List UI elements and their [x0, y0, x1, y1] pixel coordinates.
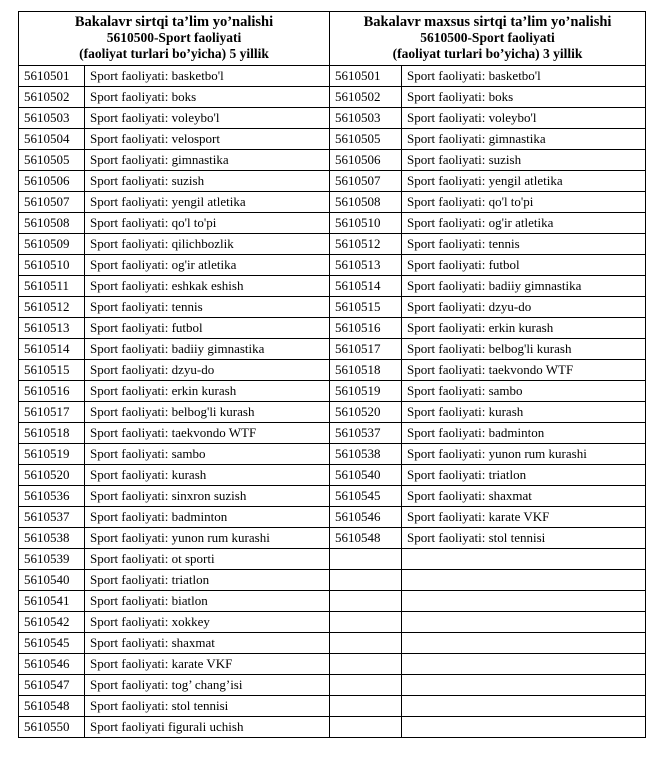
- right-code-cell: [330, 675, 402, 696]
- left-name-cell: Sport faoliyati: karate VKF: [85, 654, 330, 675]
- right-code-cell: 5610502: [330, 87, 402, 108]
- right-code-cell: 5610519: [330, 381, 402, 402]
- left-code-cell: 5610542: [19, 612, 85, 633]
- left-code-cell: 5610536: [19, 486, 85, 507]
- right-name-cell: [402, 654, 646, 675]
- table-row: [19, 654, 646, 675]
- left-name-cell: Sport faoliyati: gimnastika: [85, 150, 330, 171]
- table-row: [19, 213, 646, 234]
- left-code-cell: 5610550: [19, 717, 85, 738]
- right-name-cell: Sport faoliyati: stol tennisi: [402, 528, 646, 549]
- right-name-cell: Sport faoliyati: badiiy gimnastika: [402, 276, 646, 297]
- left-code-cell: 5610515: [19, 360, 85, 381]
- right-name-cell: Sport faoliyati: karate VKF: [402, 507, 646, 528]
- left-code-cell: 5610511: [19, 276, 85, 297]
- right-name-cell: Sport faoliyati: triatlon: [402, 465, 646, 486]
- right-name-cell: [402, 612, 646, 633]
- left-code-cell: 5610507: [19, 192, 85, 213]
- left-name-cell: Sport faoliyati: taekvondo WTF: [85, 423, 330, 444]
- header-row: [19, 12, 646, 66]
- table-row: [19, 171, 646, 192]
- right-name-cell: Sport faoliyati: kurash: [402, 402, 646, 423]
- table-row: [19, 423, 646, 444]
- right-code-cell: 5610545: [330, 486, 402, 507]
- table-row: [19, 129, 646, 150]
- right-name-cell: Sport faoliyati: tennis: [402, 234, 646, 255]
- table-row: [19, 717, 646, 738]
- right-code-cell: 5610520: [330, 402, 402, 423]
- left-name-cell: Sport faoliyati: qo'l to'pi: [85, 213, 330, 234]
- table-row: [19, 633, 646, 654]
- right-code-cell: 5610514: [330, 276, 402, 297]
- right-subtitle: (faoliyat turlari bo’yicha) 3 yillik: [392, 46, 583, 61]
- right-code-cell: 5610508: [330, 192, 402, 213]
- left-header: [19, 12, 330, 66]
- left-name-cell: Sport faoliyati: yengil atletika: [85, 192, 330, 213]
- right-name-cell: Sport faoliyati: yengil atletika: [402, 171, 646, 192]
- left-name-cell: Sport faoliyati: triatlon: [85, 570, 330, 591]
- table-row: [19, 528, 646, 549]
- right-name-cell: Sport faoliyati: dzyu-do: [402, 297, 646, 318]
- right-code-cell: 5610540: [330, 465, 402, 486]
- left-name-cell: Sport faoliyati: dzyu-do: [85, 360, 330, 381]
- right-code-cell: [330, 612, 402, 633]
- left-code-cell: 5610538: [19, 528, 85, 549]
- table-row: [19, 612, 646, 633]
- right-code-cell: 5610501: [330, 66, 402, 87]
- left-name-cell: Sport faoliyati: biatlon: [85, 591, 330, 612]
- right-code-cell: 5610515: [330, 297, 402, 318]
- right-code-cell: [330, 654, 402, 675]
- left-name-cell: Sport faoliyati: xokkey: [85, 612, 330, 633]
- table-row: [19, 234, 646, 255]
- right-code-cell: [330, 591, 402, 612]
- right-name-cell: Sport faoliyati: yunon rum kurashi: [402, 444, 646, 465]
- right-name-cell: Sport faoliyati: suzish: [402, 150, 646, 171]
- right-code-line: 5610500-Sport faoliyati: [420, 30, 555, 45]
- right-code-cell: [330, 717, 402, 738]
- left-name-cell: Sport faoliyati: stol tennisi: [85, 696, 330, 717]
- left-code-cell: 5610539: [19, 549, 85, 570]
- left-name-cell: Sport faoliyati: ot sporti: [85, 549, 330, 570]
- table-row: [19, 339, 646, 360]
- left-name-cell: Sport faoliyati: og'ir atletika: [85, 255, 330, 276]
- table-row: [19, 549, 646, 570]
- left-code-cell: 5610502: [19, 87, 85, 108]
- left-name-cell: Sport faoliyati: eshkak eshish: [85, 276, 330, 297]
- left-title: Bakalavr sirtqi ta’lim yo’nalishi: [74, 14, 274, 30]
- left-name-cell: Sport faoliyati: kurash: [85, 465, 330, 486]
- left-name-cell: Sport faoliyati: shaxmat: [85, 633, 330, 654]
- left-name-cell: Sport faoliyati: velosport: [85, 129, 330, 150]
- table-row: [19, 465, 646, 486]
- table-row: [19, 402, 646, 423]
- table-row: [19, 108, 646, 129]
- left-code-cell: 5610546: [19, 654, 85, 675]
- left-code-cell: 5610514: [19, 339, 85, 360]
- right-code-cell: 5610516: [330, 318, 402, 339]
- left-name-cell: Sport faoliyati: qilichbozlik: [85, 234, 330, 255]
- table-row: [19, 87, 646, 108]
- table-row: [19, 66, 646, 87]
- table-row: [19, 444, 646, 465]
- left-code-line: 5610500-Sport faoliyati: [106, 30, 242, 45]
- right-title: Bakalavr maxsus sirtqi ta’lim yo’nalishi: [363, 14, 612, 30]
- left-code-cell: 5610503: [19, 108, 85, 129]
- right-name-cell: [402, 696, 646, 717]
- left-code-cell: 5610510: [19, 255, 85, 276]
- left-code-cell: 5610501: [19, 66, 85, 87]
- left-subtitle: (faoliyat turlari bo’yicha) 5 yillik: [79, 46, 269, 61]
- left-code-cell: 5610540: [19, 570, 85, 591]
- right-header: [330, 12, 646, 66]
- table-row: [19, 696, 646, 717]
- right-name-cell: [402, 633, 646, 654]
- right-code-cell: 5610503: [330, 108, 402, 129]
- right-code-cell: [330, 549, 402, 570]
- right-name-cell: Sport faoliyati: og'ir atletika: [402, 213, 646, 234]
- right-code-cell: 5610512: [330, 234, 402, 255]
- right-name-cell: Sport faoliyati: boks: [402, 87, 646, 108]
- right-name-cell: Sport faoliyati: voleybo'l: [402, 108, 646, 129]
- left-code-cell: 5610512: [19, 297, 85, 318]
- left-code-cell: 5610541: [19, 591, 85, 612]
- right-code-cell: 5610510: [330, 213, 402, 234]
- left-name-cell: Sport faoliyati: erkin kurash: [85, 381, 330, 402]
- left-code-cell: 5610519: [19, 444, 85, 465]
- left-name-cell: Sport faoliyati: boks: [85, 87, 330, 108]
- left-name-cell: Sport faoliyati: sinxron suzish: [85, 486, 330, 507]
- table-row: [19, 192, 646, 213]
- left-name-cell: Sport faoliyati figurali uchish: [85, 717, 330, 738]
- right-name-cell: Sport faoliyati: gimnastika: [402, 129, 646, 150]
- programs-table: [18, 11, 646, 738]
- left-code-cell: 5610506: [19, 171, 85, 192]
- right-code-cell: 5610506: [330, 150, 402, 171]
- right-name-cell: [402, 549, 646, 570]
- right-code-cell: [330, 570, 402, 591]
- table-row: [19, 591, 646, 612]
- right-code-cell: 5610518: [330, 360, 402, 381]
- right-code-cell: 5610538: [330, 444, 402, 465]
- left-code-cell: 5610509: [19, 234, 85, 255]
- table-row: [19, 381, 646, 402]
- right-name-cell: Sport faoliyati: futbol: [402, 255, 646, 276]
- left-code-cell: 5610516: [19, 381, 85, 402]
- left-name-cell: Sport faoliyati: badiiy gimnastika: [85, 339, 330, 360]
- table-row: [19, 318, 646, 339]
- table-row: [19, 150, 646, 171]
- left-code-cell: 5610504: [19, 129, 85, 150]
- left-code-cell: 5610547: [19, 675, 85, 696]
- left-code-cell: 5610513: [19, 318, 85, 339]
- left-code-cell: 5610518: [19, 423, 85, 444]
- right-code-cell: [330, 633, 402, 654]
- left-name-cell: Sport faoliyati: tennis: [85, 297, 330, 318]
- right-name-cell: Sport faoliyati: qo'l to'pi: [402, 192, 646, 213]
- right-code-cell: 5610546: [330, 507, 402, 528]
- table-body: [19, 66, 646, 738]
- right-name-cell: Sport faoliyati: sambo: [402, 381, 646, 402]
- left-name-cell: Sport faoliyati: badminton: [85, 507, 330, 528]
- left-name-cell: Sport faoliyati: sambo: [85, 444, 330, 465]
- right-name-cell: Sport faoliyati: erkin kurash: [402, 318, 646, 339]
- right-name-cell: [402, 591, 646, 612]
- right-code-cell: 5610513: [330, 255, 402, 276]
- left-code-cell: 5610505: [19, 150, 85, 171]
- table-row: [19, 507, 646, 528]
- table-row: [19, 276, 646, 297]
- left-name-cell: Sport faoliyati: belbog'li kurash: [85, 402, 330, 423]
- left-name-cell: Sport faoliyati: futbol: [85, 318, 330, 339]
- right-name-cell: [402, 675, 646, 696]
- left-code-cell: 5610520: [19, 465, 85, 486]
- right-name-cell: Sport faoliyati: basketbo'l: [402, 66, 646, 87]
- table-row: [19, 486, 646, 507]
- table-row: [19, 297, 646, 318]
- right-code-cell: 5610507: [330, 171, 402, 192]
- right-name-cell: [402, 717, 646, 738]
- left-name-cell: Sport faoliyati: voleybo'l: [85, 108, 330, 129]
- left-code-cell: 5610517: [19, 402, 85, 423]
- right-code-cell: [330, 696, 402, 717]
- right-name-cell: [402, 570, 646, 591]
- table-row: [19, 360, 646, 381]
- right-code-cell: 5610548: [330, 528, 402, 549]
- left-name-cell: Sport faoliyati: suzish: [85, 171, 330, 192]
- table-row: [19, 675, 646, 696]
- left-name-cell: Sport faoliyati: basketbo'l: [85, 66, 330, 87]
- left-code-cell: 5610537: [19, 507, 85, 528]
- left-code-cell: 5610548: [19, 696, 85, 717]
- left-name-cell: Sport faoliyati: tog’ chang’isi: [85, 675, 330, 696]
- right-name-cell: Sport faoliyati: taekvondo WTF: [402, 360, 646, 381]
- table-row: [19, 570, 646, 591]
- right-code-cell: 5610517: [330, 339, 402, 360]
- right-name-cell: Sport faoliyati: belbog'li kurash: [402, 339, 646, 360]
- right-code-cell: 5610505: [330, 129, 402, 150]
- right-name-cell: Sport faoliyati: shaxmat: [402, 486, 646, 507]
- left-name-cell: Sport faoliyati: yunon rum kurashi: [85, 528, 330, 549]
- right-code-cell: 5610537: [330, 423, 402, 444]
- right-name-cell: Sport faoliyati: badminton: [402, 423, 646, 444]
- left-code-cell: 5610545: [19, 633, 85, 654]
- left-code-cell: 5610508: [19, 213, 85, 234]
- table-row: [19, 255, 646, 276]
